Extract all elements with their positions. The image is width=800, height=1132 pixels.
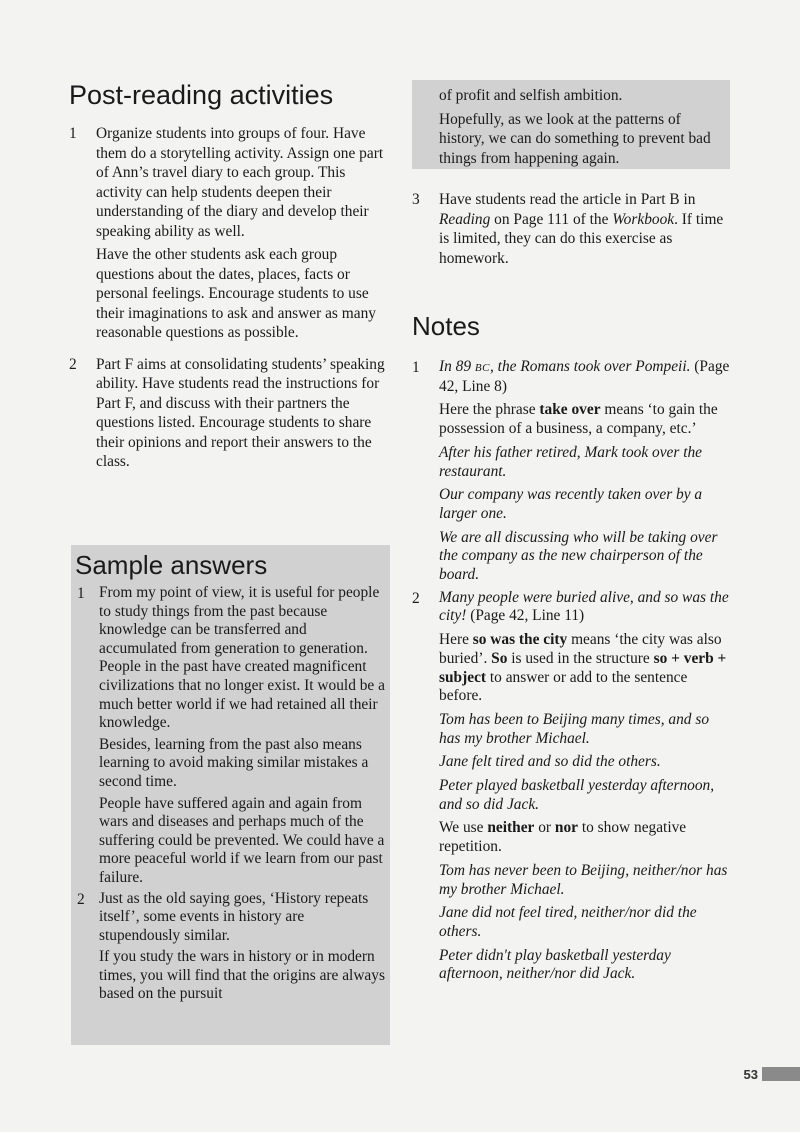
notes-title: Notes [412, 311, 480, 341]
sample-answers-title: Sample answers [75, 550, 268, 580]
activity-item-3 [412, 190, 730, 268]
notes-list [412, 358, 732, 984]
paragraph: Have the other students ask each group questions about the dates, places, facts or personal feelings. Encourage students to use their imaginations to ask and answer as many reasonable questions as possible. [96, 246, 376, 341]
sample-answer-1 [77, 584, 387, 888]
example-sentence: Jane felt tired and so did the others. [439, 753, 661, 771]
sample-answers-continuation-box [412, 80, 730, 169]
example-sentence: Tom has been to Beijing many times, and so has my brother Michael. [439, 710, 710, 747]
paragraph: Besides, learning from the past also means learning to avoid making similar mistakes a second time. [99, 735, 369, 790]
sample-answer-2 [77, 890, 387, 1005]
paragraph: Have students read the article in Part B in Reading on Page 111 of the Workbook. If time is limited, they can do this exercise as homework. [439, 191, 724, 267]
item-number: 2 [412, 589, 420, 607]
page-number-bar [762, 1067, 800, 1081]
paragraph: Hopefully, as we look at the patterns of history, we can do something to prevent bad things from happening again. [439, 110, 711, 167]
paragraph: Just as the old saying goes, ‘History repeats itself’, some events in history are stupendously similar. [99, 889, 369, 944]
example-sentence: Peter played basketball yesterday afternoon, and so did Jack. [439, 777, 715, 813]
item-number: 2 [69, 355, 77, 373]
sample-answers-box [71, 545, 390, 1045]
note-heading: In 89 BC, the Romans took over Pompeii. (Page 42, Line 8) [439, 358, 730, 395]
activity-item-2 [69, 355, 387, 472]
paragraph: Organize students into groups of four. Have them do a storytelling activity. Assign one part of Ann’s travel diary to each group. This activity can help students deepen their understanding of the diary and develop their speaking ability as well. [96, 125, 384, 240]
item-number: 1 [69, 125, 77, 142]
example-sentence: Peter didn't play basketball yesterday afternoon, neither/nor did Jack. [439, 946, 671, 983]
item-number: 2 [77, 890, 85, 908]
example-sentence: After his father retired, Mark took over the restaurant. [439, 443, 703, 480]
paragraph: of profit and selfish ambition. [439, 87, 623, 104]
page-number: 53 [743, 1066, 758, 1082]
activity-item-1 [69, 124, 387, 343]
paragraph: Part F aims at consolidating students’ speaking ability. Have students read the instructions for Part F, and discuss with their partners the questions listed. Encourage students to share their opinions and report their answers to the class. [96, 355, 385, 470]
post-reading-title: Post-reading activities [69, 80, 334, 110]
note-heading: Many people were buried alive, and so was the city! (Page 42, Line 11) [439, 588, 729, 625]
paragraph: People have suffered again and again from wars and diseases and perhaps much of the suffering could be prevented. We could have a more peaceful world if we learn from our past failure. [99, 794, 385, 886]
paragraph: If you study the wars in history or in modern times, you will find that the origins are always based on the pursuit [99, 948, 385, 1003]
example-sentence: We are all discussing who will be taking over the company as the new chairperson of the board. [439, 528, 718, 584]
example-sentence: Our company was recently taken over by a larger one. [439, 486, 703, 522]
note-item-1 [412, 358, 732, 585]
item-number: 1 [412, 359, 420, 376]
note-item-2 [412, 589, 732, 984]
paragraph: From my point of view, it is useful for people to study things from the past because knowledge can be transferred and accumulated from generation to generation. People in the past have created magnificent civilizations that no longer exist. It would be a much better world if we had retained all their knowledge. [99, 584, 385, 732]
note-explanation: We use neither or nor to show negative repetition. [439, 819, 687, 856]
post-reading-section [69, 78, 387, 472]
example-sentence: Jane did not feel tired, neither/nor did the others. [439, 904, 697, 940]
note-explanation: Here the phrase take over means ‘to gain the possession of a business, a company, etc.’ [439, 401, 718, 438]
page-number-tab [744, 1067, 800, 1081]
item-number: 1 [77, 585, 85, 602]
example-sentence: Tom has never been to Beijing, neither/nor has my brother Michael. [439, 861, 728, 898]
note-explanation: Here so was the city means ‘the city was also buried’. So is used in the structure so + verb + subject to answer or add to the sentence before. [439, 631, 727, 705]
item-number: 3 [412, 191, 420, 208]
